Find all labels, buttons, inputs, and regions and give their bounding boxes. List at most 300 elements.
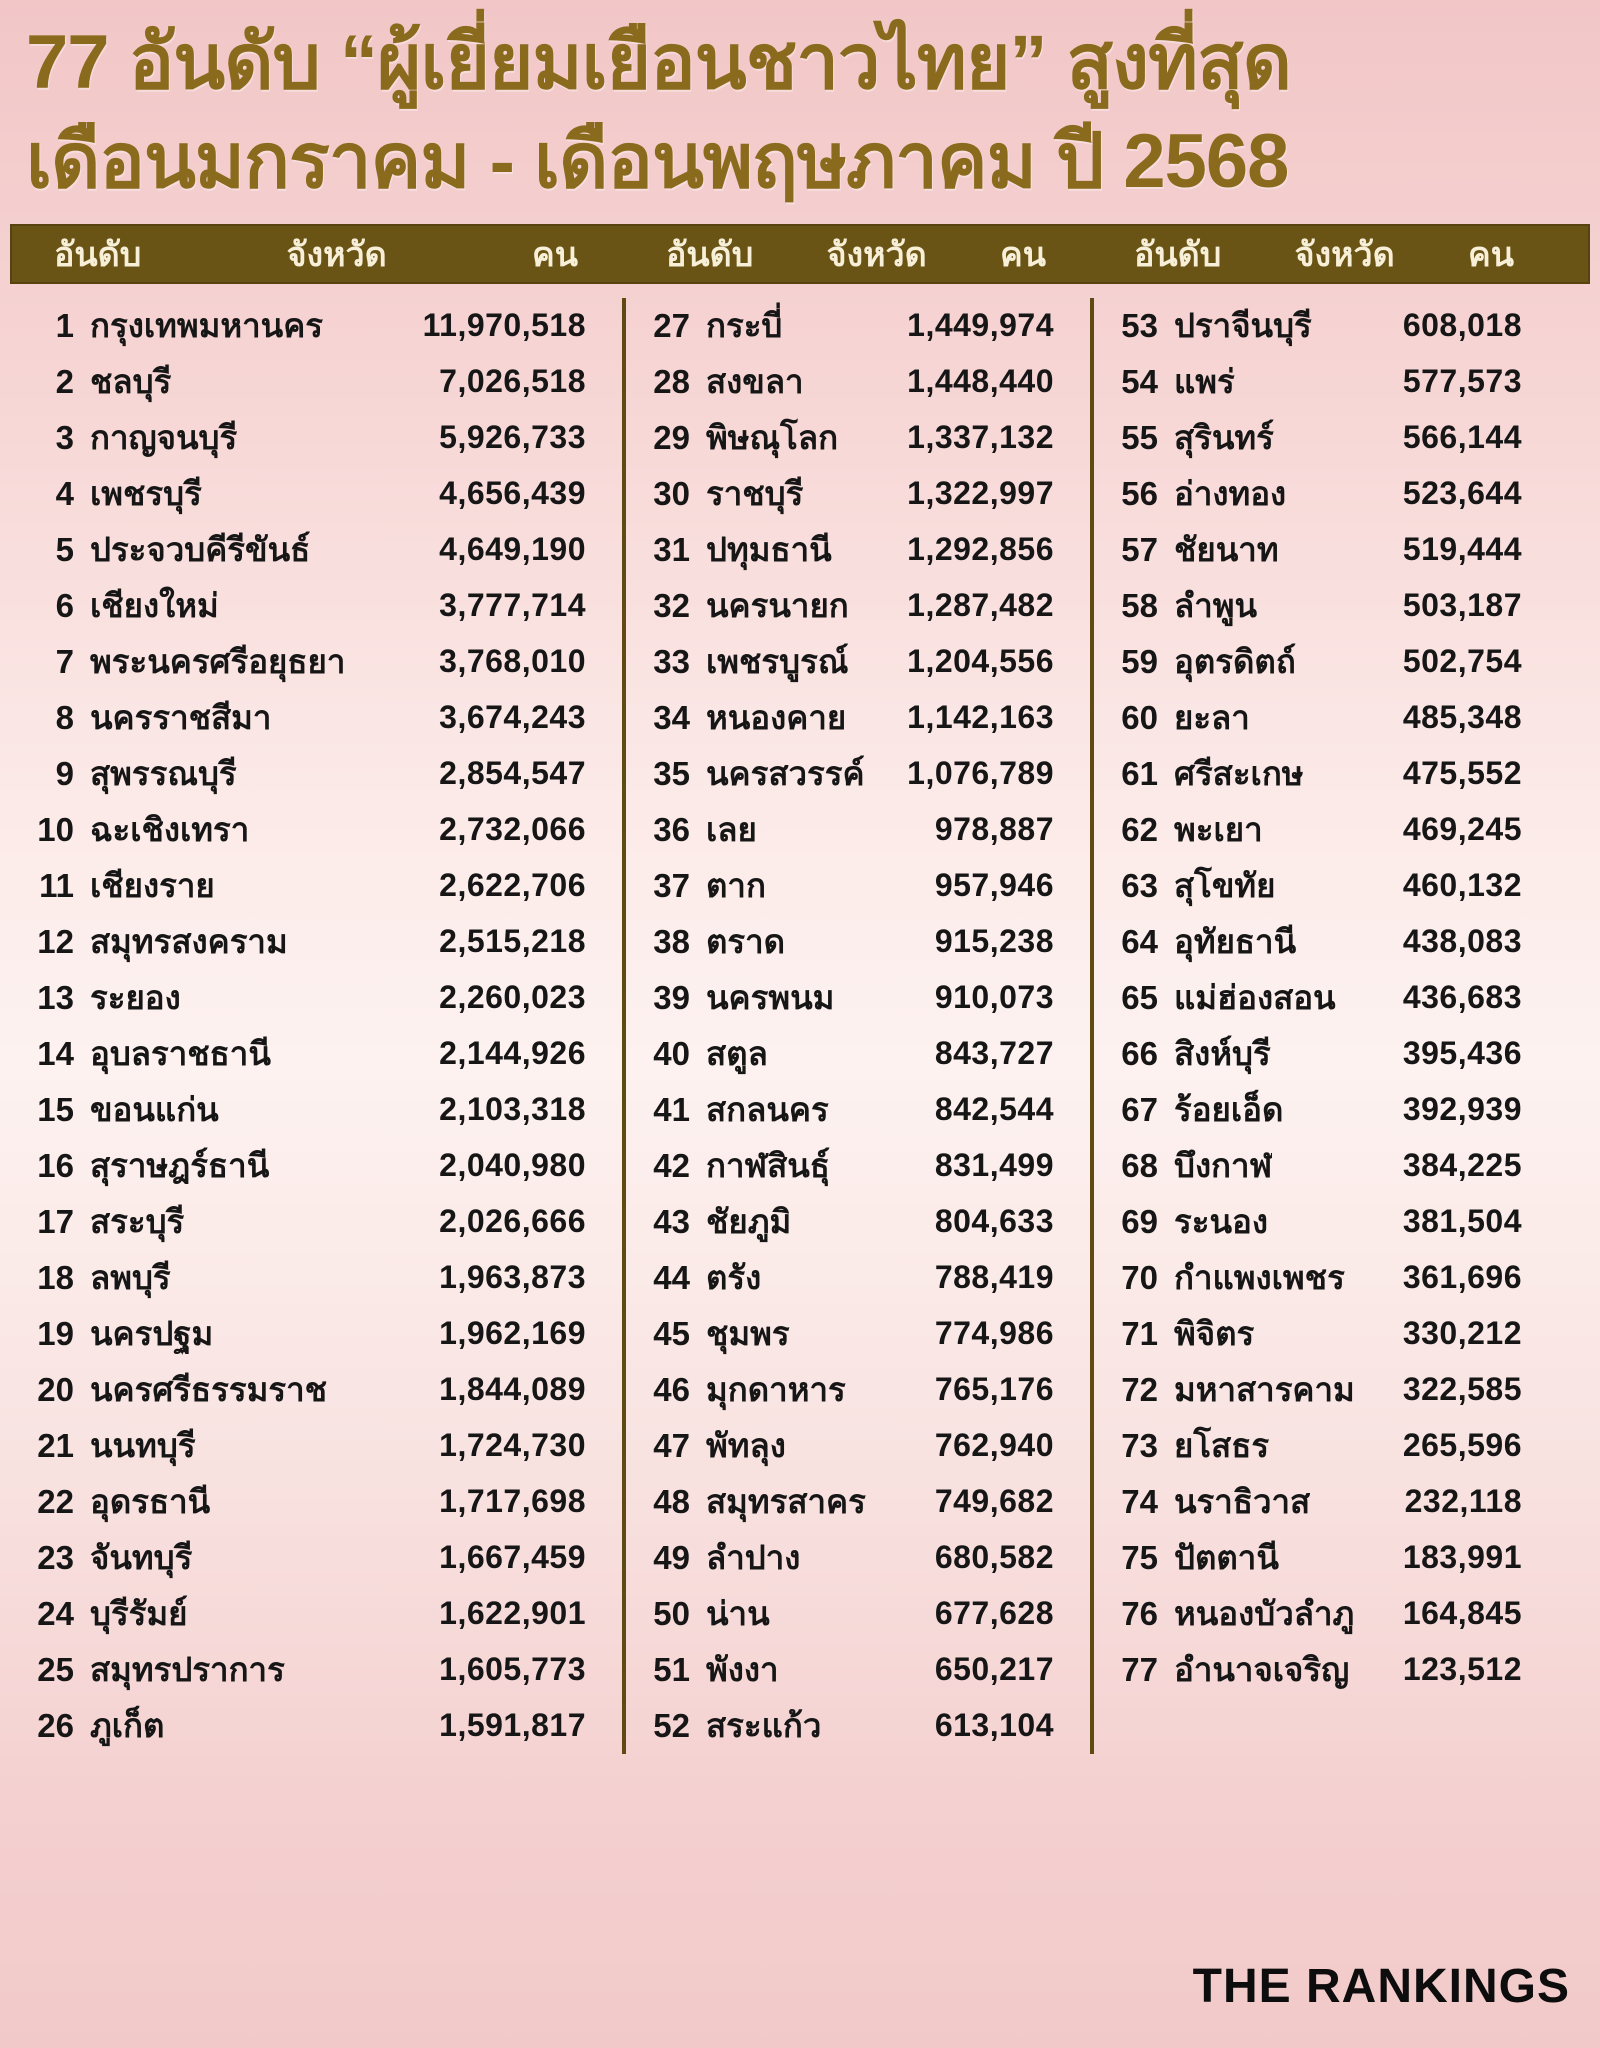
table-row: [10, 1418, 622, 1474]
rank-cell: 25: [37, 1650, 74, 1688]
count-cell: 2,515,218: [439, 923, 586, 960]
count-cell: 566,144: [1402, 419, 1522, 456]
table-row: [1094, 522, 1558, 578]
rank-cell: 10: [37, 810, 74, 848]
table-row: [10, 354, 622, 410]
rank-cell: 46: [653, 1370, 690, 1408]
count-cell: 915,238: [934, 923, 1054, 960]
rank-cell: 74: [1121, 1482, 1158, 1520]
count-cell: 3,777,714: [439, 587, 586, 624]
count-cell: 842,544: [934, 1091, 1054, 1128]
rank-column-header: อันดับ: [1134, 235, 1222, 274]
province-cell: อ่างทอง: [1174, 475, 1287, 513]
count-cell: 774,986: [934, 1315, 1054, 1352]
count-cell: 978,887: [934, 811, 1054, 848]
province-cell: ร้อยเอ็ด: [1174, 1091, 1284, 1129]
table-row: [1094, 1586, 1558, 1642]
province-cell: เชียงใหม่: [90, 587, 219, 625]
table-header-group-2: [624, 226, 1092, 282]
province-cell: มหาสารคาม: [1174, 1371, 1355, 1409]
province-cell: ชัยนาท: [1174, 531, 1279, 569]
count-cell: 1,724,730: [439, 1427, 586, 1464]
count-cell: 2,040,980: [439, 1147, 586, 1184]
count-cell: 608,018: [1402, 307, 1522, 344]
rank-cell: 15: [37, 1090, 74, 1128]
table-row: [626, 634, 1090, 690]
province-cell: ตราด: [706, 923, 786, 961]
count-cell: 502,754: [1402, 643, 1522, 680]
province-cell: สระแก้ว: [706, 1707, 822, 1745]
rank-cell: 34: [653, 698, 690, 736]
province-cell: กำแพงเพชร: [1174, 1259, 1345, 1297]
table-row: [626, 410, 1090, 466]
province-cell: ลำปาง: [706, 1539, 801, 1577]
province-cell: นราธิวาส: [1174, 1483, 1311, 1521]
table-row: [626, 1642, 1090, 1698]
rank-cell: 66: [1121, 1034, 1158, 1072]
table-row: [10, 914, 622, 970]
count-cell: 469,245: [1402, 811, 1522, 848]
province-cell: สิงห์บุรี: [1174, 1035, 1271, 1073]
count-cell: 1,292,856: [907, 531, 1054, 568]
rank-cell: 60: [1121, 698, 1158, 736]
province-cell: ระยอง: [90, 979, 181, 1017]
count-cell: 519,444: [1402, 531, 1522, 568]
count-cell: 762,940: [934, 1427, 1054, 1464]
province-cell: เลย: [706, 811, 757, 849]
rank-cell: 23: [37, 1538, 74, 1576]
table-row: [626, 1082, 1090, 1138]
table-row: [1094, 970, 1558, 1026]
province-cell: บึงกาฬ: [1174, 1147, 1273, 1185]
province-cell: นครพนม: [706, 979, 835, 1017]
count-cell: 1,337,132: [907, 419, 1054, 456]
province-cell: อุทัยธานี: [1174, 923, 1297, 961]
province-cell: สุโขทัย: [1174, 867, 1276, 905]
table-body: [10, 284, 1590, 1754]
province-cell: ราชบุรี: [706, 475, 804, 513]
rank-column-header: อันดับ: [54, 235, 142, 274]
rank-cell: 3: [55, 418, 74, 456]
rank-cell: 9: [55, 754, 74, 792]
province-cell: เพชรบูรณ์: [706, 643, 849, 681]
province-cell: ชลบุรี: [90, 363, 172, 401]
table-row: [626, 1474, 1090, 1530]
table-row: [626, 1362, 1090, 1418]
rank-cell: 22: [37, 1482, 74, 1520]
rank-cell: 36: [653, 810, 690, 848]
province-cell: พังงา: [706, 1651, 779, 1689]
count-cell: 475,552: [1402, 755, 1522, 792]
count-cell: 677,628: [934, 1595, 1054, 1632]
province-cell: ยโสธร: [1174, 1427, 1270, 1465]
count-cell: 460,132: [1402, 867, 1522, 904]
province-cell: พระนครศรีอยุธยา: [90, 643, 346, 681]
rank-cell: 61: [1121, 754, 1158, 792]
rank-cell: 27: [653, 306, 690, 344]
count-column-header: คน: [1468, 235, 1514, 274]
rank-cell: 35: [653, 754, 690, 792]
table-row: [1094, 578, 1558, 634]
province-cell: สตูล: [706, 1035, 768, 1073]
rank-cell: 8: [55, 698, 74, 736]
province-cell: พิจิตร: [1174, 1315, 1255, 1353]
count-column-header: คน: [1000, 235, 1046, 274]
count-cell: 831,499: [934, 1147, 1054, 1184]
province-cell: บุรีรัมย์: [90, 1595, 188, 1633]
table-row: [1094, 634, 1558, 690]
rank-cell: 2: [55, 362, 74, 400]
province-cell: สุพรรณบุรี: [90, 755, 237, 793]
province-cell: สมุทรปราการ: [90, 1651, 285, 1689]
rank-cell: 24: [37, 1594, 74, 1632]
province-cell: ศรีสะเกษ: [1174, 755, 1304, 793]
count-cell: 1,448,440: [907, 363, 1054, 400]
table-row: [626, 858, 1090, 914]
table-row: [1094, 466, 1558, 522]
count-cell: 5,926,733: [439, 419, 586, 456]
rank-cell: 40: [653, 1034, 690, 1072]
rank-cell: 68: [1121, 1146, 1158, 1184]
table-row: [1094, 1362, 1558, 1418]
rank-cell: 4: [55, 474, 74, 512]
table-row: [1094, 802, 1558, 858]
count-cell: 164,845: [1402, 1595, 1522, 1632]
table-row: [10, 1362, 622, 1418]
rank-cell: 43: [653, 1202, 690, 1240]
province-cell: กระบี่: [706, 307, 783, 345]
rank-cell: 45: [653, 1314, 690, 1352]
page-title: 77 อันดับ “ผู้เยี่ยมเยือนชาวไทย” สูงที่สุด: [26, 20, 1291, 105]
table-row: [1094, 1306, 1558, 1362]
table-row: [626, 914, 1090, 970]
count-cell: 7,026,518: [439, 363, 586, 400]
table-row: [626, 746, 1090, 802]
table-row: [10, 578, 622, 634]
province-cell: พัทลุง: [706, 1427, 786, 1465]
table-row: [10, 1698, 622, 1754]
rank-cell: 41: [653, 1090, 690, 1128]
table-row: [626, 1138, 1090, 1194]
count-cell: 1,962,169: [439, 1315, 586, 1352]
title-block: [0, 0, 1600, 224]
table-row: [1094, 1418, 1558, 1474]
count-column-header: คน: [532, 235, 578, 274]
province-cell: ลพบุรี: [90, 1259, 171, 1297]
rank-cell: 63: [1121, 866, 1158, 904]
rank-cell: 76: [1121, 1594, 1158, 1632]
province-cell: หนองบัวลำภู: [1174, 1595, 1355, 1633]
rank-cell: 59: [1121, 642, 1158, 680]
table-row: [1094, 1138, 1558, 1194]
rank-cell: 12: [37, 922, 74, 960]
rank-cell: 48: [653, 1482, 690, 1520]
province-cell: อุดรธานี: [90, 1483, 211, 1521]
table-row: [1094, 914, 1558, 970]
count-cell: 523,644: [1402, 475, 1522, 512]
rank-cell: 75: [1121, 1538, 1158, 1576]
table-row: [10, 690, 622, 746]
rank-cell: 71: [1121, 1314, 1158, 1352]
province-cell: อุตรดิตถ์: [1174, 643, 1296, 681]
count-cell: 1,142,163: [907, 699, 1054, 736]
province-cell: พิษณุโลก: [706, 419, 839, 457]
page-subtitle: เดือนมกราคม - เดือนพฤษภาคม ปี 2568: [26, 118, 1289, 204]
rank-cell: 49: [653, 1538, 690, 1576]
province-cell: นครศรีธรรมราช: [90, 1371, 328, 1409]
table-header-group-3: [1092, 226, 1560, 282]
province-cell: ระนอง: [1174, 1203, 1268, 1241]
table-column-1: [10, 298, 622, 1754]
table-column-3: [1090, 298, 1558, 1754]
province-cell: ฉะเชิงเทรา: [90, 811, 250, 849]
rank-cell: 62: [1121, 810, 1158, 848]
count-cell: 183,991: [1402, 1539, 1522, 1576]
table-column-2: [622, 298, 1090, 1754]
table-row: [626, 354, 1090, 410]
province-cell: จันทบุรี: [90, 1539, 193, 1577]
province-cell: กาฬสินธุ์: [706, 1147, 830, 1185]
count-cell: 322,585: [1402, 1371, 1522, 1408]
count-cell: 1,449,974: [907, 307, 1054, 344]
rank-cell: 13: [37, 978, 74, 1016]
rank-cell: 53: [1121, 306, 1158, 344]
table-row: [626, 298, 1090, 354]
table-row: [1094, 410, 1558, 466]
rank-cell: 5: [55, 530, 74, 568]
table-row: [10, 298, 622, 354]
rank-cell: 32: [653, 586, 690, 624]
province-cell: น่าน: [706, 1595, 770, 1633]
count-cell: 957,946: [934, 867, 1054, 904]
province-cell: นครนายก: [706, 587, 849, 625]
table-row: [10, 1250, 622, 1306]
count-cell: 123,512: [1402, 1651, 1522, 1688]
rank-cell: 44: [653, 1258, 690, 1296]
count-cell: 4,649,190: [439, 531, 586, 568]
province-cell: ชุมพร: [706, 1315, 790, 1353]
count-cell: 650,217: [934, 1651, 1054, 1688]
rank-cell: 16: [37, 1146, 74, 1184]
table-row: [1094, 1474, 1558, 1530]
table-row: [1094, 690, 1558, 746]
rank-cell: 31: [653, 530, 690, 568]
count-cell: 1,322,997: [907, 475, 1054, 512]
table-row: [1094, 1642, 1558, 1698]
province-cell: ประจวบคีรีขันธ์: [90, 531, 311, 569]
province-column-header: จังหวัด: [1294, 235, 1395, 274]
rank-cell: 7: [55, 642, 74, 680]
province-column-header: จังหวัด: [826, 235, 927, 274]
table-header: [10, 224, 1590, 284]
count-cell: 2,144,926: [439, 1035, 586, 1072]
count-cell: 843,727: [934, 1035, 1054, 1072]
table-row: [1094, 1530, 1558, 1586]
count-cell: 1,076,789: [907, 755, 1054, 792]
table-row: [10, 858, 622, 914]
table-row: [10, 1194, 622, 1250]
table-row: [10, 634, 622, 690]
province-cell: แพร่: [1174, 363, 1235, 401]
rank-cell: 30: [653, 474, 690, 512]
province-cell: มุกดาหาร: [706, 1371, 846, 1409]
table-row: [10, 1586, 622, 1642]
rank-cell: 64: [1121, 922, 1158, 960]
province-cell: นครสวรรค์: [706, 755, 865, 793]
rank-cell: 55: [1121, 418, 1158, 456]
rank-cell: 29: [653, 418, 690, 456]
province-cell: ขอนแก่น: [90, 1091, 219, 1129]
rank-cell: 54: [1121, 362, 1158, 400]
rank-cell: 18: [37, 1258, 74, 1296]
count-cell: 1,844,089: [439, 1371, 586, 1408]
count-cell: 788,419: [934, 1259, 1054, 1296]
province-cell: นครราชสีมา: [90, 699, 272, 737]
count-cell: 1,963,873: [439, 1259, 586, 1296]
rank-column-header: อันดับ: [666, 235, 754, 274]
table-row: [1094, 298, 1558, 354]
count-cell: 804,633: [934, 1203, 1054, 1240]
count-cell: 1,667,459: [439, 1539, 586, 1576]
rank-cell: 50: [653, 1594, 690, 1632]
table-row: [10, 410, 622, 466]
count-cell: 330,212: [1402, 1315, 1522, 1352]
rank-cell: 19: [37, 1314, 74, 1352]
province-cell: สระบุรี: [90, 1203, 185, 1241]
rank-cell: 70: [1121, 1258, 1158, 1296]
province-cell: สกลนคร: [706, 1091, 829, 1129]
province-cell: เพชรบุรี: [90, 475, 202, 513]
table-row: [10, 1306, 622, 1362]
province-cell: ยะลา: [1174, 699, 1250, 737]
province-cell: เชียงราย: [90, 867, 215, 905]
rank-cell: 1: [55, 306, 74, 344]
rank-cell: 6: [55, 586, 74, 624]
rank-cell: 28: [653, 362, 690, 400]
province-cell: ตาก: [706, 867, 766, 905]
table-row: [626, 1194, 1090, 1250]
count-cell: 1,622,901: [439, 1595, 586, 1632]
province-cell: อุบลราชธานี: [90, 1035, 271, 1073]
rank-cell: 56: [1121, 474, 1158, 512]
table-row: [626, 578, 1090, 634]
table-row: [10, 1138, 622, 1194]
table-header-group-1: [12, 226, 624, 282]
province-cell: ปัตตานี: [1174, 1539, 1279, 1577]
province-cell: สงขลา: [706, 363, 804, 401]
province-cell: ปทุมธานี: [706, 531, 832, 569]
count-cell: 1,605,773: [439, 1651, 586, 1688]
province-cell: ปราจีนบุรี: [1174, 307, 1312, 345]
rank-cell: 47: [653, 1426, 690, 1464]
count-cell: 2,732,066: [439, 811, 586, 848]
count-cell: 3,674,243: [439, 699, 586, 736]
count-cell: 381,504: [1402, 1203, 1522, 1240]
table-row: [626, 1306, 1090, 1362]
count-cell: 438,083: [1402, 923, 1522, 960]
table-row: [626, 690, 1090, 746]
province-cell: ตรัง: [706, 1259, 762, 1297]
rank-cell: 69: [1121, 1202, 1158, 1240]
table-row: [626, 802, 1090, 858]
rank-cell: 51: [653, 1650, 690, 1688]
count-cell: 1,204,556: [907, 643, 1054, 680]
province-cell: สุรินทร์: [1174, 419, 1274, 457]
count-cell: 577,573: [1402, 363, 1522, 400]
count-cell: 1,591,817: [439, 1707, 586, 1744]
table-row: [626, 1698, 1090, 1754]
table-row: [1094, 1194, 1558, 1250]
brand-watermark: THE RANKINGS: [1192, 1960, 1570, 2013]
count-cell: 2,103,318: [439, 1091, 586, 1128]
count-cell: 1,717,698: [439, 1483, 586, 1520]
province-cell: นนทบุรี: [90, 1427, 196, 1465]
table-row: [10, 1082, 622, 1138]
province-cell: หนองคาย: [706, 699, 847, 737]
rank-cell: 11: [39, 866, 74, 904]
table-row: [1094, 1026, 1558, 1082]
count-cell: 2,622,706: [439, 867, 586, 904]
rank-cell: 58: [1121, 586, 1158, 624]
table-row: [10, 1474, 622, 1530]
table-row: [10, 1642, 622, 1698]
province-column-header: จังหวัด: [286, 235, 387, 274]
rank-cell: 21: [37, 1426, 74, 1464]
rank-cell: 52: [653, 1706, 690, 1744]
count-cell: 680,582: [934, 1539, 1054, 1576]
table-row: [1094, 354, 1558, 410]
table-row: [626, 1530, 1090, 1586]
province-cell: กาญจนบุรี: [90, 419, 238, 457]
province-cell: แม่ฮ่องสอน: [1174, 979, 1336, 1017]
province-cell: อำนาจเจริญ: [1174, 1651, 1350, 1689]
count-cell: 485,348: [1402, 699, 1522, 736]
rank-cell: 42: [653, 1146, 690, 1184]
rank-cell: 14: [37, 1034, 74, 1072]
count-cell: 392,939: [1402, 1091, 1522, 1128]
rank-cell: 17: [37, 1202, 74, 1240]
count-cell: 2,260,023: [439, 979, 586, 1016]
count-cell: 11,970,518: [422, 307, 586, 344]
table-row: [1094, 1082, 1558, 1138]
count-cell: 3,768,010: [439, 643, 586, 680]
table-row: [10, 970, 622, 1026]
rank-cell: 38: [653, 922, 690, 960]
province-cell: ภูเก็ต: [90, 1707, 165, 1745]
count-cell: 265,596: [1402, 1427, 1522, 1464]
rank-cell: 33: [653, 642, 690, 680]
table-row: [10, 1530, 622, 1586]
province-cell: ชัยภูมิ: [706, 1203, 792, 1241]
table-row: [1094, 1250, 1558, 1306]
count-cell: 232,118: [1404, 1483, 1522, 1520]
table-row: [626, 466, 1090, 522]
count-cell: 384,225: [1402, 1147, 1522, 1184]
count-cell: 2,026,666: [439, 1203, 586, 1240]
province-cell: สมุทรสงคราม: [90, 923, 288, 961]
rank-cell: 72: [1121, 1370, 1158, 1408]
rank-cell: 37: [653, 866, 690, 904]
rank-cell: 77: [1121, 1650, 1158, 1688]
table-row: [10, 802, 622, 858]
count-cell: 2,854,547: [439, 755, 586, 792]
rank-cell: 67: [1121, 1090, 1158, 1128]
count-cell: 613,104: [934, 1707, 1054, 1744]
table-row: [1094, 858, 1558, 914]
province-cell: นครปฐม: [90, 1315, 214, 1353]
province-cell: ลำพูน: [1174, 587, 1258, 625]
count-cell: 765,176: [934, 1371, 1054, 1408]
